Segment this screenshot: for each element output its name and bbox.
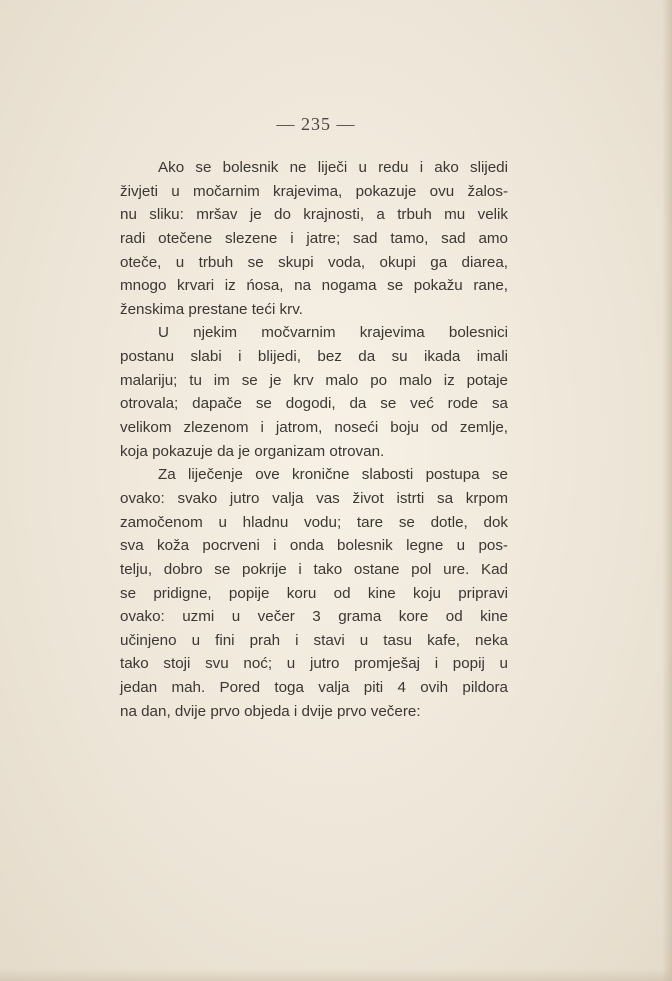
text-line: jedan mah. Pored toga valja piti 4 ovih pildora	[120, 679, 508, 697]
text-line: zamočenom u hladnu vodu; tare se dotle, dok	[120, 513, 508, 531]
text-line: malariju; tu im se je krv malo po malo iz potaje	[120, 371, 508, 389]
text-line: živjeti u močarnim krajevima, pokazuje ovu žalos-	[120, 182, 508, 200]
text-line: tako stoji svu noć; u jutro promješaj i popij u	[120, 655, 508, 673]
text-line: ovako: uzmi u večer 3 grama kore od kine	[120, 608, 508, 626]
text-line: telju, dobro se pokrije i tako ostane pol ure. Kad	[120, 560, 508, 578]
text-line: mnogo krvari iz ńosa, na nogama se pokažu rane,	[120, 277, 508, 295]
text-line: U njekim močvarnim krajevima bolesnici	[158, 324, 508, 342]
text-line: oteče, u trbuh se skupi voda, okupi ga diarea,	[120, 253, 508, 271]
text-line: Ako se bolesnik ne liječi u redu i ako slijedi	[158, 159, 508, 176]
text-line: sva koža pocrveni i onda bolesnik legne u pos-	[120, 537, 508, 555]
text-line: postanu slabi i blijedi, bez da su ikada imali	[120, 348, 508, 366]
text-line: otrovala; dapače se dogodi, da se već rode sa	[120, 395, 508, 413]
text-line: se pridigne, popije koru od kine koju pripravi	[120, 584, 508, 602]
text-line: Za liječenje ove kronične slabosti postupa se	[158, 466, 508, 484]
text-line: učinjeno u fini prah i stavi u tasu kafe, neka	[120, 631, 508, 649]
text-line: koja pokazuje da je organizam otrovan.	[120, 442, 385, 460]
text-line: radi otečene slezene i jatre; sad tamo, sad amo	[120, 229, 508, 247]
page-number: — 235 —	[276, 114, 356, 134]
page-edge-shadow-right	[662, 0, 672, 981]
text-line: ženskima prestane teći krv.	[120, 300, 303, 318]
page-edge-shadow-bottom	[0, 969, 672, 981]
text-line: velikom zlezenom i jatrom, noseći boju od zemlje,	[120, 419, 508, 437]
text-line: nu sliku: mršav je do krajnosti, a trbuh mu velik	[120, 206, 508, 224]
text-line: na dan, dvije prvo objeda i dvije prvo večere:	[120, 702, 421, 720]
text-line: ovako: svako jutro valja vas život istrti sa krpom	[120, 489, 508, 507]
body-text	[120, 156, 508, 723]
